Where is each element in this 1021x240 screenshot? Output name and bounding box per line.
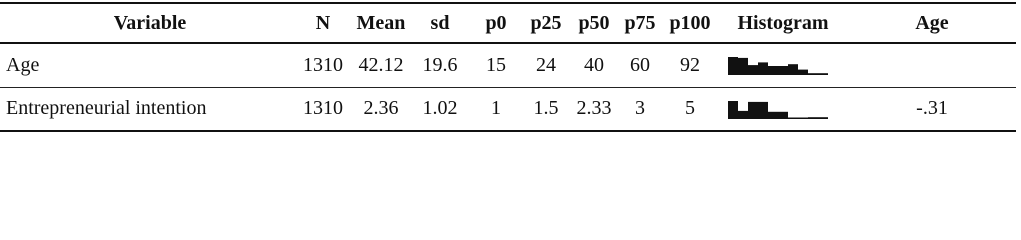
histogram-bar (738, 58, 748, 75)
histogram-bar (728, 101, 738, 119)
histogram-bar (798, 117, 808, 119)
cell-p50: 40 (584, 53, 604, 76)
header-row (0, 3, 1016, 43)
histogram-bar (778, 66, 788, 75)
cell-p0: 1 (470, 87, 522, 131)
header-n: N (294, 3, 352, 43)
histogram-bar (808, 73, 818, 75)
cell-sd: 19.6 (422, 53, 458, 76)
cell-mean: 2.36 (352, 87, 410, 131)
cell-p75: 60 (630, 53, 650, 76)
cell-age: -.31 (848, 87, 1016, 131)
histogram-bar (798, 70, 808, 75)
descriptive-statistics-table (0, 2, 1016, 132)
cell-histogram (718, 87, 848, 131)
histogram-bar (768, 112, 778, 119)
header-p25: p25 (522, 3, 570, 43)
cell-p25: 24 (536, 53, 556, 76)
table-body (0, 43, 1016, 131)
cell-p75: 3 (618, 87, 662, 131)
histogram-bar (728, 57, 738, 75)
histogram-bar (788, 117, 798, 119)
cell-p100: 5 (662, 87, 718, 131)
table-header (0, 3, 1016, 43)
sparkline-histogram (728, 57, 828, 75)
histogram-bar (748, 102, 758, 119)
cell-variable: Entrepreneurial intention (0, 87, 294, 131)
histogram-bar (818, 117, 828, 119)
cell-p50: 2.33 (570, 87, 618, 131)
cell-n: 1310 (303, 53, 343, 76)
histogram-bar (768, 66, 778, 75)
cell-p25: 1.5 (522, 87, 570, 131)
cell-n: 1310 (294, 87, 352, 131)
histogram-bar (738, 111, 748, 119)
header-mean: Mean (352, 3, 410, 43)
histogram-bar (778, 112, 788, 119)
cell-p0: 15 (486, 53, 506, 76)
table-row (0, 87, 1016, 131)
header-age: Age (848, 3, 1016, 43)
cell-histogram (718, 43, 848, 87)
header-p100: p100 (662, 3, 718, 43)
histogram-bar (788, 64, 798, 75)
histogram-svg (728, 57, 828, 75)
cell-p100: 92 (680, 53, 700, 76)
header-p50: p50 (570, 3, 618, 43)
header-p75: p75 (618, 3, 662, 43)
cell-age (848, 43, 1016, 87)
histogram-bar (818, 73, 828, 75)
cell-variable: Age (6, 53, 40, 76)
sparkline-histogram (728, 101, 828, 119)
histogram-svg (728, 101, 828, 119)
header-p0: p0 (470, 3, 522, 43)
table-row (0, 43, 1016, 87)
histogram-bar (758, 63, 768, 76)
histogram-bar (758, 102, 768, 119)
header-variable: Variable (0, 3, 294, 43)
histogram-bar (808, 117, 818, 119)
cell-mean: 42.12 (358, 53, 404, 76)
histogram-bar (748, 65, 758, 75)
header-sd: sd (410, 3, 470, 43)
header-histogram: Histogram (718, 3, 848, 43)
cell-sd: 1.02 (410, 87, 470, 131)
